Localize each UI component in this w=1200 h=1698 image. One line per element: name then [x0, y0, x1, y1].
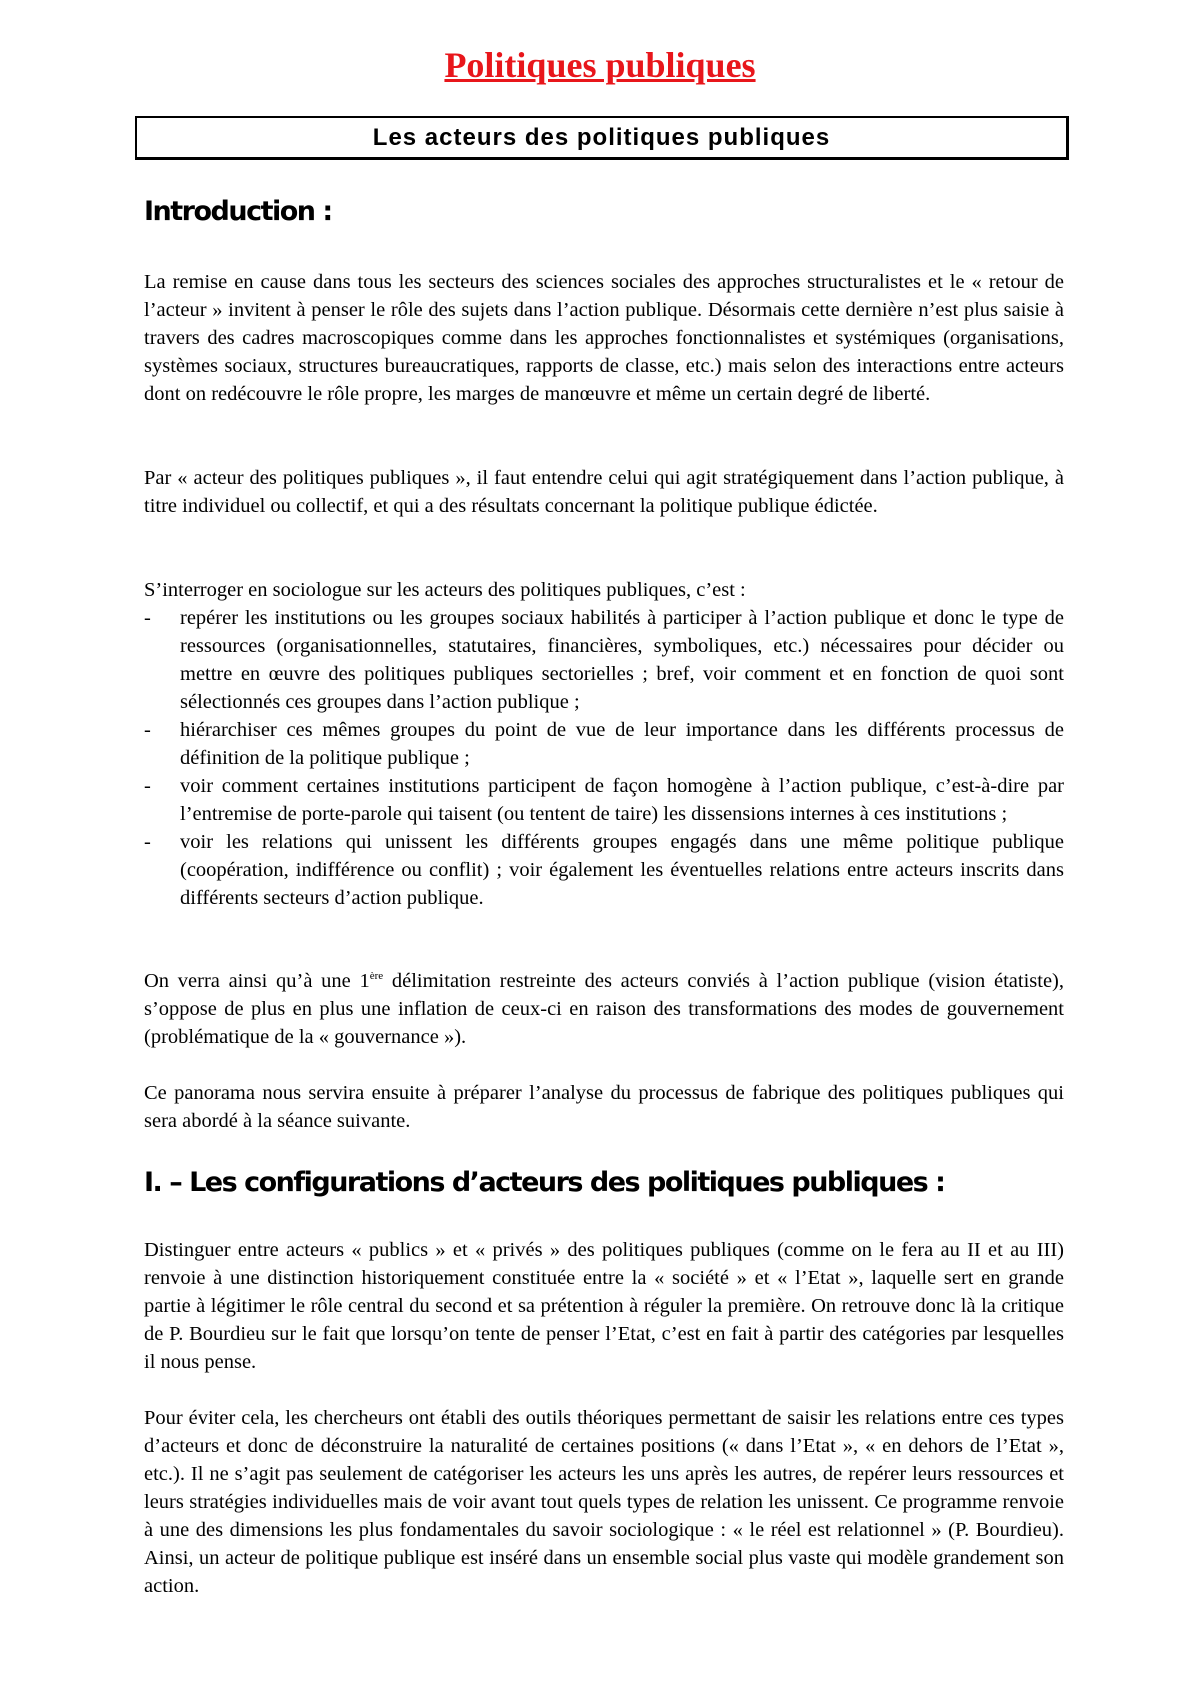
introduction-heading: Introduction :: [144, 196, 332, 227]
intro-p4-end: délimitation restreinte des acteurs conviés à l’action publique (vision étatiste), s’oppose de plus en plus une inflation de ceux-ci en raison des transformations des modes de gouvernement (problématique de la « gouvernance »).: [144, 970, 1065, 1048]
list-item: [144, 716, 1064, 772]
dash-bullet: -: [144, 607, 151, 629]
section-1-paragraph-1: Distinguer entre acteurs « publics » et « privés » des politiques publiques (comme on le fera au II et au III) renvoie à une distinction historiquement constituée entre la « société » et « l’Etat », laquelle sert en grande partie à légitimer le rôle central du second et sa prétention à réguler la première. On retrouve donc là la critique de P. Bourdieu sur le fait que lorsqu’on tente de penser l’Etat, c’est en fait à partir des catégories par lesquelles il nous pense.: [144, 1239, 1064, 1373]
dash-bullet: -: [144, 831, 151, 853]
intro-paragraph-2: Par « acteur des politiques publiques », il faut entendre celui qui agit stratégiquement dans l’action publique, à titre individuel ou collectif, et qui a des résultats concernant la politique publique édictée.: [144, 467, 1064, 517]
list-item-text: repérer les institutions ou les groupes sociaux habilités à participer à l’action publique et donc le type de ressources (organisationnelles, statutaires, financières, symboliques, etc.) nécessaires pour décider ou mettre en œuvre des politiques publiques sectorielles ; bref, voir comment et en fonction de quoi sont sélectionnés ces groupes dans l’action publique ;: [180, 607, 1064, 713]
dash-bullet: -: [144, 719, 151, 741]
list-item: [144, 772, 1064, 828]
section-1-heading: I. – Les configurations d’acteurs des politiques publiques :: [144, 1167, 945, 1198]
intro-p4-start: On verra ainsi qu’à une 1: [144, 970, 370, 992]
intro-paragraph-3: S’interroger en sociologue sur les acteurs des politiques publiques, c’est :: [144, 579, 746, 601]
section-1-paragraph-2: Pour éviter cela, les chercheurs ont établi des outils théoriques permettant de saisir les relations entre ces types d’acteurs et donc de déconstruire la naturalité de certaines positions (« dans l’Etat », « en dehors de l’Etat », etc.). Il ne s’agit pas seulement de catégoriser les acteurs les uns après les autres, de repérer leurs ressources et leurs stratégies individuelles mais de voir avant tout quels types de relation les unissent. Ce programme renvoie à une des dimensions les plus fondamentales du savoir sociologique : « le réel est relationnel » (P. Bourdieu). Ainsi, un acteur de politique publique est inséré dans un ensemble social plus vaste qui modèle grandement son action.: [144, 1407, 1064, 1597]
intro-paragraph-4: [144, 967, 1064, 1051]
document-title: Politiques publiques: [444, 45, 756, 85]
intro-paragraph-5: Ce panorama nous servira ensuite à préparer l’analyse du processus de fabrique des politiques publiques qui sera abordé à la séance suivante.: [144, 1082, 1064, 1132]
list-item-text: voir comment certaines institutions participent de façon homogène à l’action publique, c’est-à-dire par l’entremise de porte-parole qui taisent (ou tentent de taire) les dissensions internes à ces institutions ;: [180, 775, 1064, 825]
objectives-list: [144, 604, 1064, 912]
list-item-text: voir les relations qui unissent les différents groupes engagés dans une même politique publique (coopération, indifférence ou conflit) ; voir également les éventuelles relations entre acteurs inscrits dans différents secteurs d’action publique.: [180, 831, 1064, 909]
list-item: [144, 604, 1064, 716]
dash-bullet: -: [144, 775, 151, 797]
chapter-title-box: [135, 116, 1069, 160]
intro-paragraph-1: La remise en cause dans tous les secteurs des sciences sociales des approches structuralistes et le « retour de l’acteur » invitent à penser le rôle des sujets dans l’action publique. Désormais cette dernière n’est plus saisie à travers des cadres macroscopiques comme dans les approches fonctionnalistes et systémiques (organisations, systèmes sociaux, structures bureaucratiques, rapports de classe, etc.) mais selon des interactions entre acteurs dont on redécouvre le rôle propre, les marges de manœuvre et même un certain degré de liberté.: [144, 271, 1064, 405]
list-item-text: hiérarchiser ces mêmes groupes du point de vue de leur importance dans les différents processus de définition de la politique publique ;: [180, 719, 1064, 769]
ordinal-superscript: ère: [369, 970, 384, 983]
list-item: [144, 828, 1064, 912]
chapter-title: Les acteurs des politiques publiques: [372, 123, 831, 151]
